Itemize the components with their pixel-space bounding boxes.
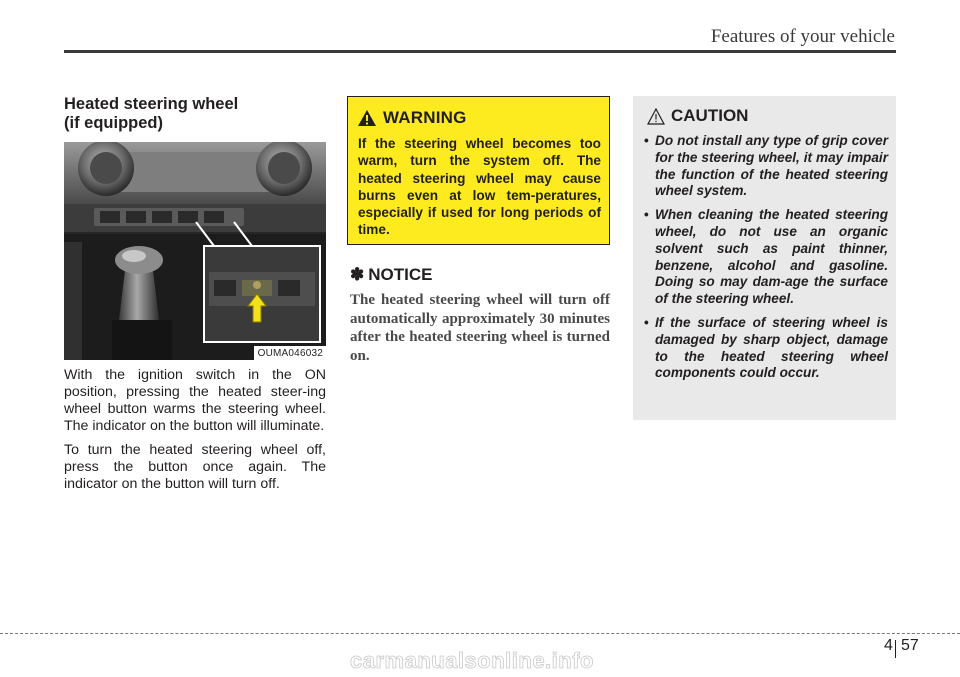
caution-list <box>643 133 888 389</box>
caution-item <box>643 207 888 308</box>
warning-header <box>357 107 467 129</box>
warning-box <box>347 96 610 245</box>
notice-header <box>350 265 432 285</box>
caution-item-text: If the surface of steering wheel is damaged by sharp object, damage to the heated steering wheel components could occur. <box>655 314 888 381</box>
section-body <box>64 367 326 500</box>
bullet: • <box>644 314 649 330</box>
section-title <box>64 95 326 133</box>
bullet: • <box>644 133 649 148</box>
bullet: • <box>644 207 649 223</box>
paragraph: With the ignition switch in the ON position, pressing the heated steer-ing wheel button warms the steering wheel. The indicator on the button will illuminate. <box>64 367 326 434</box>
section-title-line2: (if equipped) <box>64 114 163 132</box>
caution-item <box>643 133 888 200</box>
caution-box <box>633 96 896 420</box>
chapter-number: 4 <box>884 637 893 654</box>
section-title-line1: Heated steering wheel <box>64 95 239 113</box>
caution-item <box>643 315 888 382</box>
caution-item-text: Do not install any type of grip cover for the steering wheel, it may impair the function of the heated steering wheel system. <box>655 133 888 199</box>
caution-title: CAUTION <box>671 106 749 125</box>
warning-triangle-icon <box>357 109 377 127</box>
warning-title: WARNING <box>383 108 467 127</box>
header-rule <box>64 50 896 53</box>
page-number: 57 <box>901 637 919 654</box>
page-divider <box>895 640 896 658</box>
paragraph: To turn the heated steering wheel off, press the button once again. The indicator on the button will turn off. <box>64 442 326 492</box>
watermark: carmanualsonline.info <box>350 648 594 673</box>
caution-item-text: When cleaning the heated steering wheel, do not use an organic solvent such as paint thinner, benzene, alcohol and gasoline. Doing so may dam-age the surface of the steering wheel. <box>655 207 888 307</box>
caution-triangle-icon <box>647 108 665 125</box>
steering-wheel-button-photo <box>64 142 326 360</box>
caution-header <box>647 105 748 127</box>
notice-title: NOTICE <box>368 265 433 284</box>
footer-rule <box>0 633 960 634</box>
notice-text: The heated steering wheel will turn off automatically approximately 30 minutes after the heated steering wheel is turned on. <box>350 292 610 364</box>
photo-code: OUMA046032 <box>254 346 326 360</box>
warning-text: If the steering wheel becomes too warm, turn the system off. The heated steering wheel may cause burns even at low tem-peratures, especially if used for long periods of time. <box>358 136 601 238</box>
notice-star-icon: ✽ <box>350 265 365 284</box>
header-title: Features of your vehicle <box>710 26 895 47</box>
